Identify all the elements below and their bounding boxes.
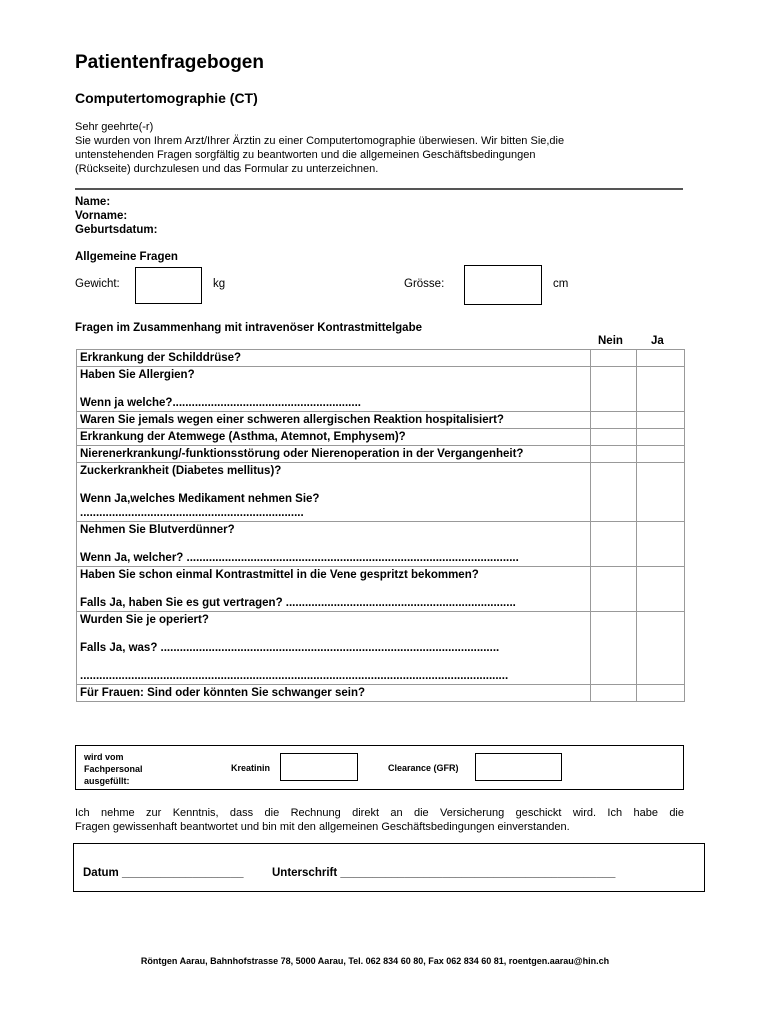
question-line	[80, 655, 587, 669]
geburtsdatum-label: Geburtsdatum:	[75, 224, 158, 236]
answer-no-checkbox[interactable]	[591, 412, 637, 429]
section-divider	[75, 188, 683, 190]
answer-yes-checkbox[interactable]	[637, 350, 685, 367]
staff-label-line: wird vom	[84, 752, 124, 762]
question-line	[80, 382, 587, 396]
question-line: ......................................................................	[80, 507, 304, 519]
question-row	[77, 685, 685, 702]
answer-no-checkbox[interactable]	[591, 429, 637, 446]
question-text	[77, 567, 591, 612]
answer-yes-checkbox[interactable]	[637, 367, 685, 412]
patient-info	[75, 195, 157, 237]
staff-label	[84, 751, 143, 787]
question-line: Erkrankung der Schilddrüse?	[80, 352, 242, 364]
answer-no-checkbox[interactable]	[591, 446, 637, 463]
answer-yes-checkbox[interactable]	[637, 612, 685, 685]
question-line: Haben Sie Allergien?	[80, 369, 195, 381]
question-line	[80, 627, 587, 641]
question-line	[80, 478, 587, 492]
staff-label-line: Fachpersonal	[84, 764, 143, 774]
date-field[interactable]: Datum ___________________	[83, 867, 244, 879]
answer-yes-checkbox[interactable]	[637, 463, 685, 522]
answer-yes-checkbox[interactable]	[637, 522, 685, 567]
staff-section	[75, 745, 684, 790]
vorname-label: Vorname:	[75, 210, 128, 222]
question-line: Falls Ja, was? ..........................................................................................................	[80, 642, 500, 654]
intro-line: Sie wurden von Ihrem Arzt/Ihrer Ärztin zu einer Computertomographie überwiesen. Wir bitten Sie,die	[75, 135, 565, 147]
kreatinin-input[interactable]	[280, 753, 358, 781]
question-line: Wenn Ja, welcher? ........................................................................................................	[80, 552, 519, 564]
kreatinin-label: Kreatinin	[231, 763, 271, 773]
question-line: Wurden Sie je operiert?	[80, 614, 209, 626]
column-header-yes: Ja	[651, 335, 664, 347]
answer-yes-checkbox[interactable]	[637, 685, 685, 702]
question-line: Waren Sie jemals wegen einer schweren allergischen Reaktion hospitalisiert?	[80, 414, 504, 426]
height-label: Grösse:	[404, 278, 445, 290]
intro-line: Sehr geehrte(-r)	[75, 121, 154, 133]
question-line: Erkrankung der Atemwege (Asthma, Atemnot, Emphysem)?	[80, 431, 406, 443]
intro-line: untenstehenden Fragen sorgfältig zu beantworten und die allgemeinen Geschäftsbedingungen	[75, 149, 536, 161]
question-line: ......................................................................................................................................	[80, 670, 509, 682]
question-row	[77, 350, 685, 367]
question-line	[80, 537, 587, 551]
page-title: Patientenfragebogen	[75, 52, 264, 73]
question-line: Falls Ja, haben Sie es gut vertragen? ........................................................................	[80, 597, 516, 609]
confirmation-line1: Ich nehme zur Kenntnis, dass die Rechnung direkt an die Versicherung geschickt wird. Ich habe die	[75, 807, 684, 819]
question-text	[77, 446, 591, 463]
question-line	[80, 582, 587, 596]
question-row	[77, 412, 685, 429]
page-subtitle: Computertomographie (CT)	[75, 90, 258, 106]
column-header-no: Nein	[598, 335, 623, 347]
question-text	[77, 685, 591, 702]
question-text	[77, 463, 591, 522]
confirmation-line2: Fragen gewissenhaft beantwortet und bin mit den allgemeinen Geschäftsbedingungen einverstanden.	[75, 821, 570, 833]
answer-no-checkbox[interactable]	[591, 685, 637, 702]
height-unit: cm	[553, 278, 569, 290]
answer-no-checkbox[interactable]	[591, 612, 637, 685]
question-text	[77, 412, 591, 429]
question-row	[77, 446, 685, 463]
answer-yes-checkbox[interactable]	[637, 412, 685, 429]
question-text	[77, 350, 591, 367]
answer-no-checkbox[interactable]	[591, 522, 637, 567]
answer-yes-checkbox[interactable]	[637, 429, 685, 446]
question-row	[77, 567, 685, 612]
question-text	[77, 429, 591, 446]
question-text	[77, 522, 591, 567]
question-text	[77, 612, 591, 685]
question-row	[77, 367, 685, 412]
answer-yes-checkbox[interactable]	[637, 446, 685, 463]
clearance-label: Clearance (GFR)	[388, 763, 459, 773]
weight-label: Gewicht:	[75, 278, 120, 290]
question-row	[77, 463, 685, 522]
question-line: Zuckerkrankheit (Diabetes mellitus)?	[80, 465, 282, 477]
weight-unit: kg	[213, 278, 226, 290]
staff-label-line: ausgefüllt:	[84, 776, 130, 786]
question-line: Haben Sie schon einmal Kontrastmittel in die Vene gespritzt bekommen?	[80, 569, 479, 581]
question-row	[77, 612, 685, 685]
answer-no-checkbox[interactable]	[591, 367, 637, 412]
intro-text	[75, 120, 685, 176]
height-input[interactable]	[464, 265, 542, 305]
question-line: Wenn ja welche?...........................................................	[80, 397, 361, 409]
signature-field[interactable]: Unterschrift ___________________________________________	[272, 867, 616, 879]
general-questions-heading: Allgemeine Fragen	[75, 251, 178, 263]
contrast-questions-heading: Fragen im Zusammenhang mit intravenöser Kontrastmittelgabe	[75, 322, 422, 334]
question-line: Nehmen Sie Blutverdünner?	[80, 524, 235, 536]
question-text	[77, 367, 591, 412]
intro-line: (Rückseite) durchzulesen und das Formular zu unterzeichnen.	[75, 163, 379, 175]
weight-input[interactable]	[135, 267, 202, 304]
answer-no-checkbox[interactable]	[591, 350, 637, 367]
question-line: Nierenerkrankung/-funktionsstörung oder Nierenoperation in der Vergangenheit?	[80, 448, 524, 460]
question-row	[77, 429, 685, 446]
footer-address: Röntgen Aarau, Bahnhofstrasse 78, 5000 Aarau, Tel. 062 834 60 80, Fax 062 834 60 81, roentgen.aarau@hin.ch	[140, 956, 610, 966]
answer-no-checkbox[interactable]	[591, 567, 637, 612]
question-line: Für Frauen: Sind oder könnten Sie schwanger sein?	[80, 687, 365, 699]
answer-no-checkbox[interactable]	[591, 463, 637, 522]
answer-yes-checkbox[interactable]	[637, 567, 685, 612]
name-label: Name:	[75, 196, 111, 208]
question-row	[77, 522, 685, 567]
clearance-input[interactable]	[475, 753, 562, 781]
contrast-questions-table	[76, 349, 685, 702]
question-line: Wenn Ja,welches Medikament nehmen Sie?	[80, 493, 320, 505]
